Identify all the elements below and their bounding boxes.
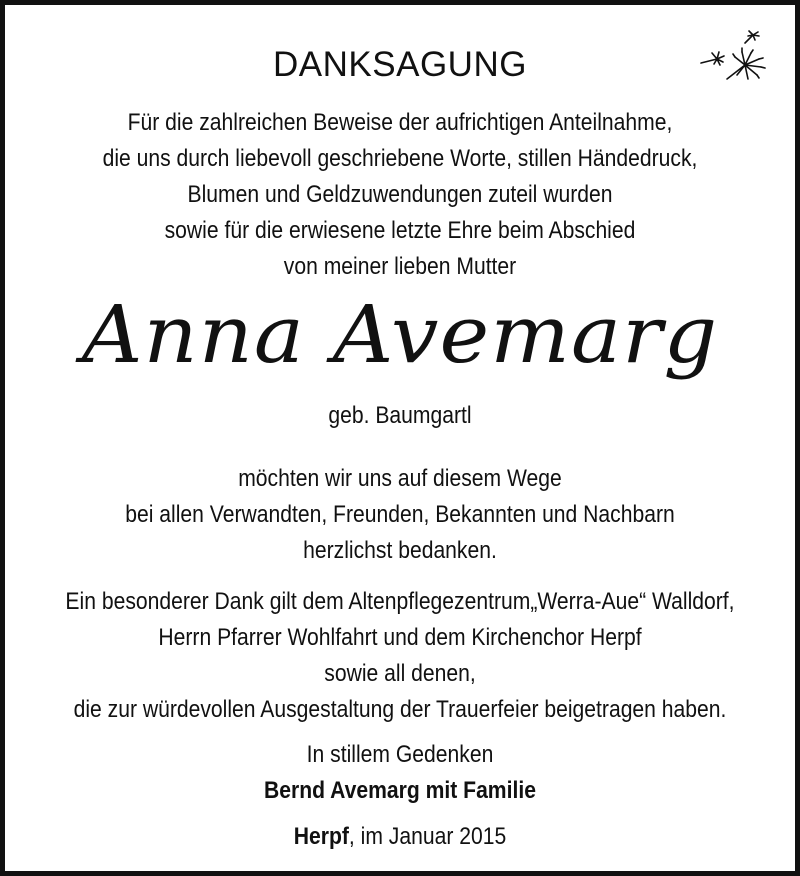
thanks-line: möchten wir uns auf diesem Wege bbox=[238, 465, 562, 492]
thanks-line: herzlichst bedanken. bbox=[303, 537, 497, 564]
intro-line: Für die zahlreichen Beweise der aufrichtigen Anteilnahme, bbox=[127, 109, 673, 136]
maiden-name: geb. Baumgartl bbox=[328, 402, 472, 429]
intro-line: Blumen und Geldzuwendungen zuteil wurden bbox=[187, 181, 613, 208]
special-line: Ein besonderer Dank gilt dem Altenpflegezentrum„Werra-Aue“ Walldorf, bbox=[65, 588, 735, 615]
intro-line: sowie für die erwiesene letzte Ehre beim Abschied bbox=[164, 217, 636, 244]
special-line: sowie all denen, bbox=[324, 660, 476, 687]
date-text: , im Januar 2015 bbox=[348, 823, 507, 850]
thanks-line: bei allen Verwandten, Freunden, Bekannten und Nachbarn bbox=[125, 501, 675, 528]
intro-text bbox=[5, 105, 795, 285]
place-date-block bbox=[5, 819, 795, 855]
intro-line: von meiner lieben Mutter bbox=[283, 253, 517, 280]
special-line: die zur würdevollen Ausgestaltung der Trauerfeier beigetragen haben. bbox=[73, 696, 727, 723]
special-line: Herrn Pfarrer Wohlfahrt und dem Kirchenchor Herpf bbox=[158, 624, 642, 651]
memory-block bbox=[5, 737, 795, 809]
signer-name: Bernd Avemarg mit Familie bbox=[264, 777, 536, 804]
thanks-text bbox=[5, 461, 795, 569]
special-thanks-text bbox=[5, 584, 795, 728]
intro-line: die uns durch liebevoll geschriebene Worte, stillen Händedruck, bbox=[102, 145, 698, 172]
maiden-name-block bbox=[5, 398, 795, 434]
page-title: DANKSAGUNG bbox=[273, 45, 527, 84]
deceased-name: Anna Avemarg bbox=[81, 288, 719, 381]
memory-label: In stillem Gedenken bbox=[306, 741, 494, 768]
place-name: Herpf bbox=[293, 823, 349, 850]
place-date-line bbox=[52, 819, 747, 855]
